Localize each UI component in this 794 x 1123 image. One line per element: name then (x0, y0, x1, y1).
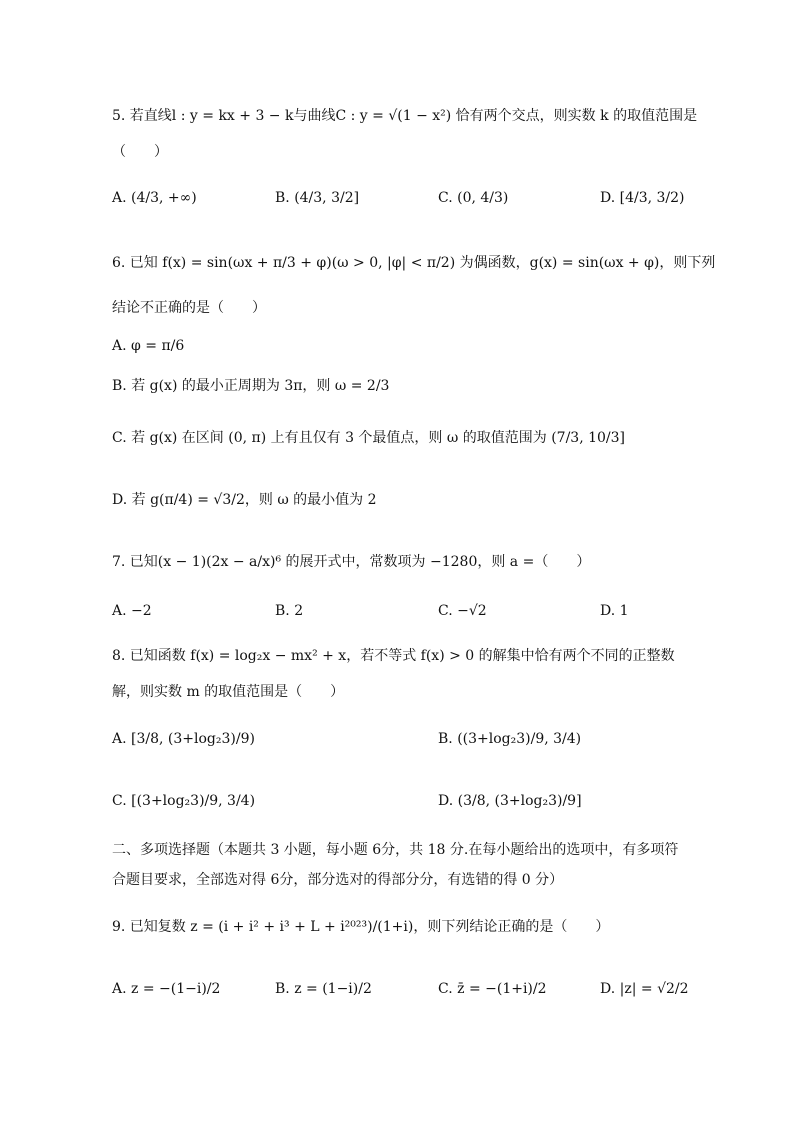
q7-option-a: A. −2 (112, 603, 152, 619)
q6-stem-line1: 6. 已知 f(x) = sin(ωx + π/3 + φ)(ω > 0, |φ| < π/2) 为偶函数，g(x) = sin(ωx + φ)，则下列 (112, 255, 716, 271)
q9-option-b: B. z = (1−i)/2 (275, 981, 372, 997)
section2-line1: 二、多项选择题（本题共 3 小题，每小题 6分，共 18 分.在每小题给出的选项中，有多项符 (112, 842, 679, 858)
q5-option-d: D. [4/3, 3/2) (600, 190, 685, 206)
q5-option-b: B. (4/3, 3/2] (275, 190, 360, 206)
q8-stem-line1: 8. 已知函数 f(x) = log₂x − mx² + x，若不等式 f(x) > 0 的解集中恰有两个不同的正整数 (112, 648, 675, 664)
q7-option-b: B. 2 (275, 603, 304, 619)
q9-stem: 9. 已知复数 z = (i + i² + i³ + L + i²⁰²³)/(1+i)，则下列结论正确的是（ ） (112, 919, 610, 935)
q6-option-c: C. 若 g(x) 在区间 (0, π) 上有且仅有 3 个最值点，则 ω 的取值范围为 (7/3, 10/3] (112, 430, 625, 446)
q7-option-c: C. −√2 (438, 603, 487, 619)
q8-option-d: D. (3/8, (3+log₂3)/9] (438, 793, 582, 809)
q7-option-d: D. 1 (600, 603, 629, 619)
q6-option-d: D. 若 g(π/4) = √3/2，则 ω 的最小值为 2 (112, 492, 377, 508)
section2-line2: 合题目要求，全部选对得 6分，部分选对的得部分分，有选错的得 0 分） (112, 872, 564, 888)
q5-paren: （ ） (112, 144, 168, 160)
q8-stem-line2: 解，则实数 m 的取值范围是（ ） (112, 684, 345, 700)
q9-option-c: C. z̄ = −(1+i)/2 (438, 981, 547, 997)
q6-stem-line2: 结论不正确的是（ ） (112, 300, 266, 316)
q9-option-a: A. z = −(1−i)/2 (112, 981, 221, 997)
q5-option-c: C. (0, 4/3) (438, 190, 509, 206)
q8-option-b: B. ((3+log₂3)/9, 3/4) (438, 731, 582, 747)
q7-stem: 7. 已知(x − 1)(2x − a/x)⁶ 的展开式中，常数项为 −1280，则 a =（ ） (112, 554, 591, 570)
q6-option-b: B. 若 g(x) 的最小正周期为 3π，则 ω = 2/3 (112, 378, 390, 394)
q9-option-d: D. |z| = √2/2 (600, 981, 689, 997)
q6-option-a: A. φ = π/6 (112, 338, 185, 354)
q8-option-c: C. [(3+log₂3)/9, 3/4) (112, 793, 256, 809)
q5-option-a: A. (4/3, +∞) (112, 190, 197, 206)
q8-option-a: A. [3/8, (3+log₂3)/9) (112, 731, 255, 747)
q5-stem: 5. 若直线l : y = kx + 3 − k与曲线C : y = √(1 − x²) 恰有两个交点，则实数 k 的取值范围是 (112, 108, 698, 124)
